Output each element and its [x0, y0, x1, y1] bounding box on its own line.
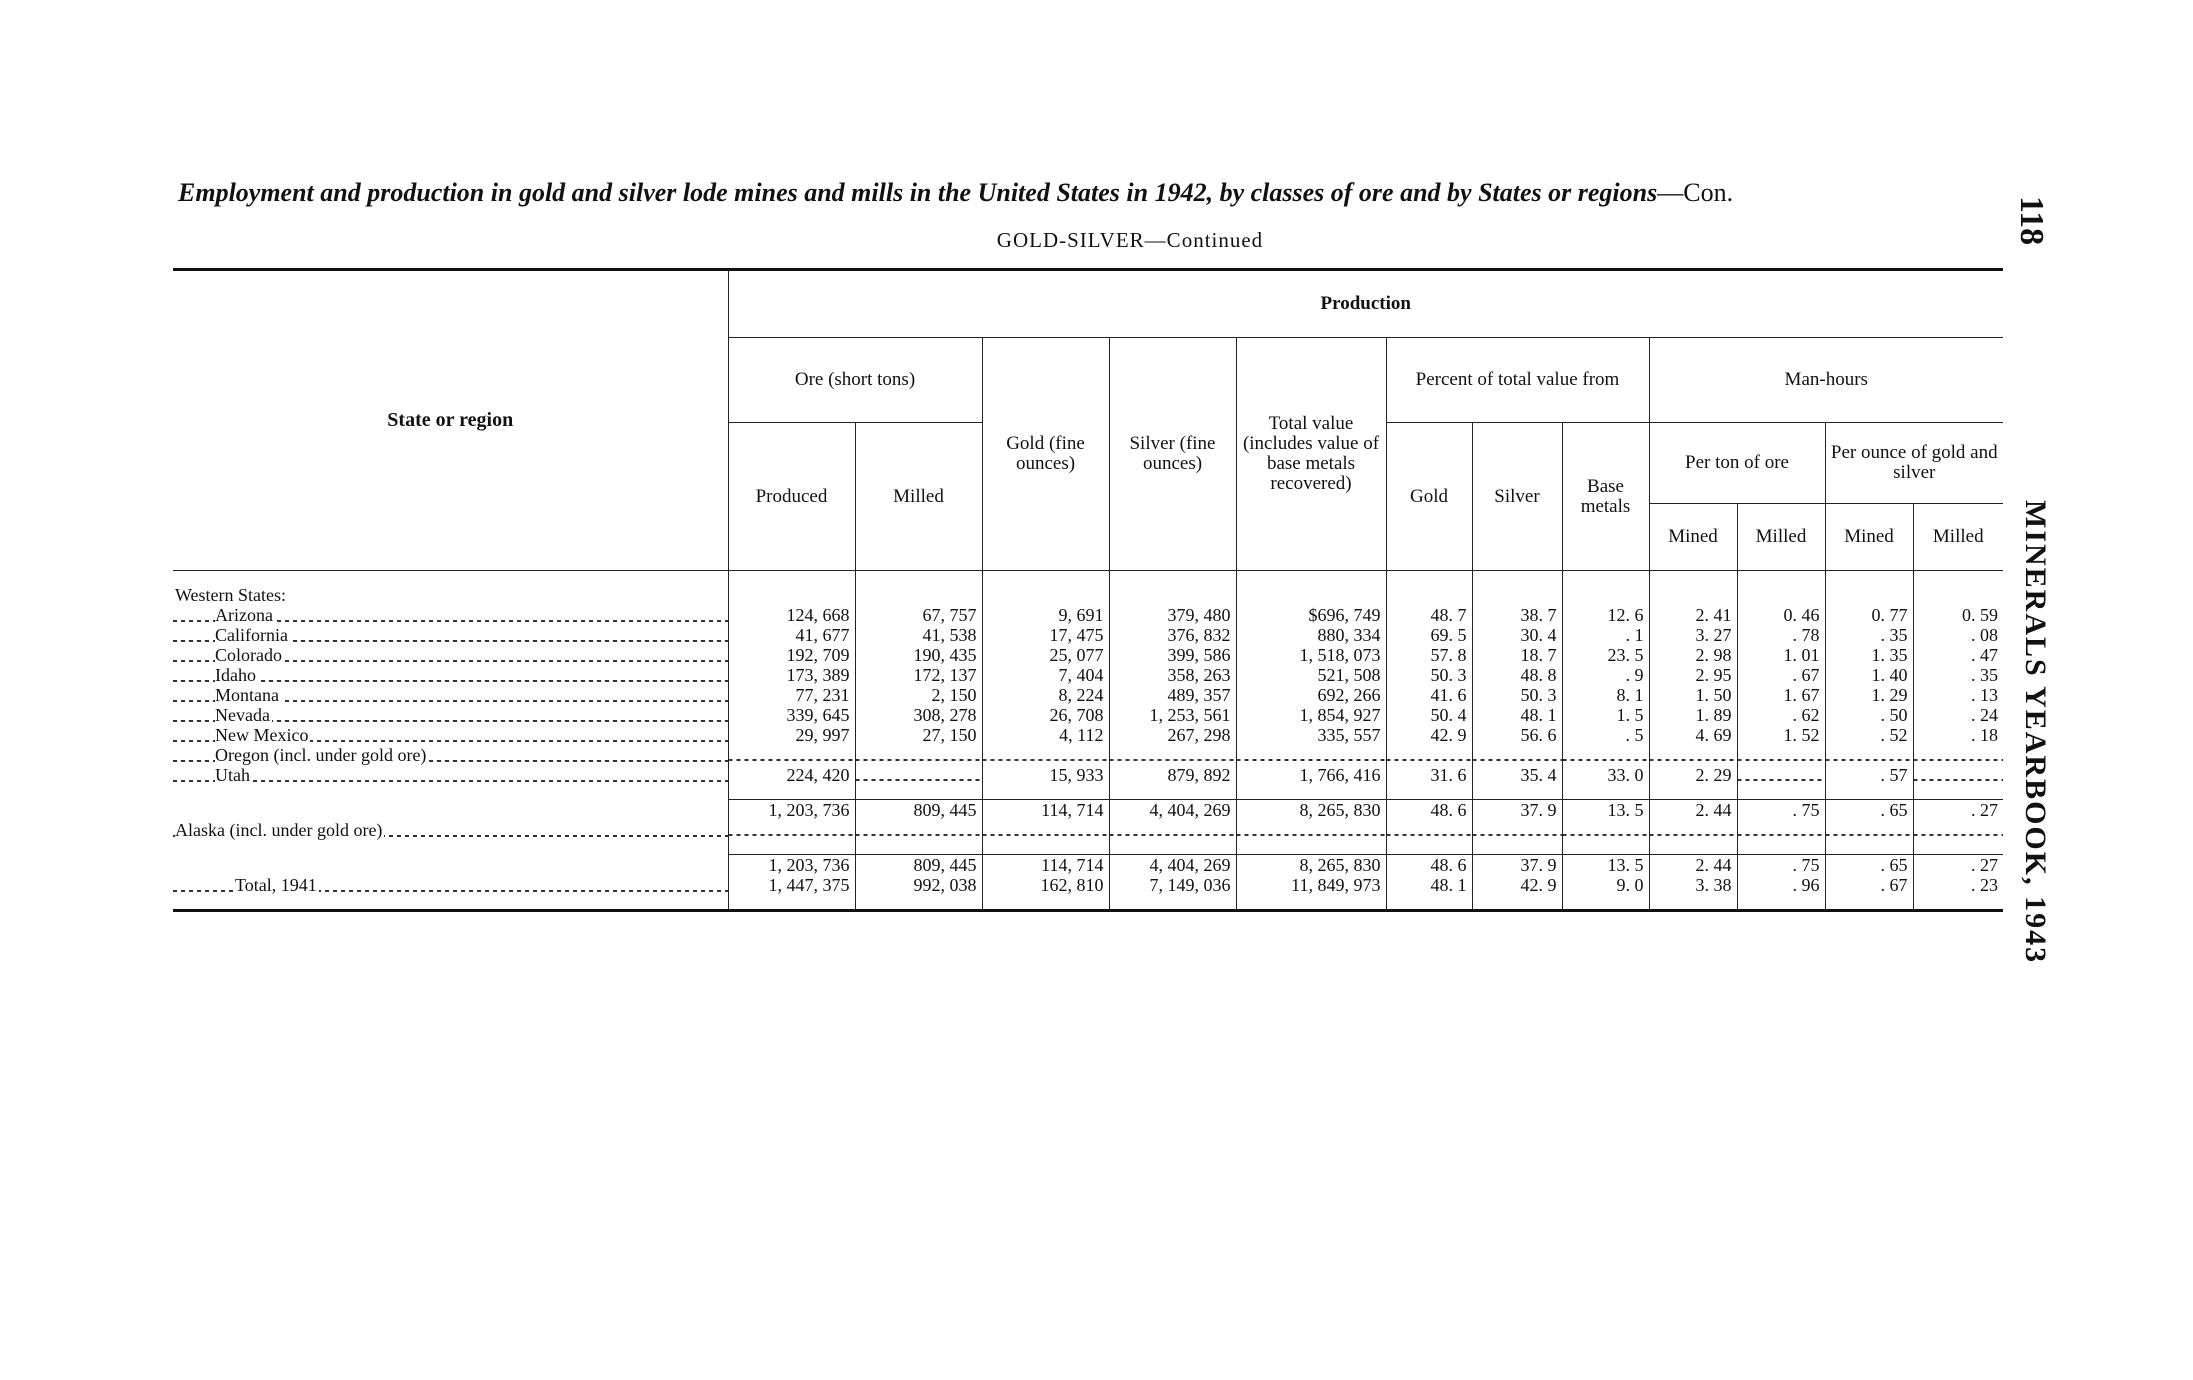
- cell-silver: [1109, 820, 1236, 840]
- cell-gold: 7, 404: [982, 665, 1109, 685]
- cell-ps: 56. 6: [1472, 725, 1562, 745]
- cell-value: 8, 265, 830: [1236, 800, 1386, 821]
- cell-gold: [982, 840, 1109, 855]
- cell-gold: 17, 475: [982, 625, 1109, 645]
- cell-pb: 13. 5: [1562, 800, 1649, 821]
- cell-pb: 12. 6: [1562, 605, 1649, 625]
- alaska-row: [173, 820, 2003, 840]
- cell-pg: 48. 6: [1386, 800, 1472, 821]
- cell-silver: 1, 253, 561: [1109, 705, 1236, 725]
- cell-gold: 162, 810: [982, 875, 1109, 895]
- per-ton-header: Per ton of ore: [1649, 423, 1825, 504]
- cell-pg: 57. 8: [1386, 645, 1472, 665]
- total-row: [173, 855, 2003, 876]
- cell-milled: 809, 445: [855, 855, 982, 876]
- table-row: [173, 685, 2003, 705]
- cell-oml: [1913, 785, 2003, 800]
- cell-oml: . 35: [1913, 665, 2003, 685]
- cell-value: 1, 854, 927: [1236, 705, 1386, 725]
- production-header: Production: [728, 270, 2003, 338]
- cell-produced: 41, 677: [728, 625, 855, 645]
- cell-tm: 1. 89: [1649, 705, 1737, 725]
- cell-value: 11, 849, 973: [1236, 875, 1386, 895]
- cell-om: [1825, 745, 1913, 765]
- pct-silver-header: Silver: [1472, 423, 1562, 571]
- cell-milled: 308, 278: [855, 705, 982, 725]
- cell-tm: 2. 44: [1649, 855, 1737, 876]
- milled-header: Milled: [855, 423, 982, 571]
- per-ounce-header: Per ounce of gold and silver: [1825, 423, 2003, 504]
- cell-pg: 48. 1: [1386, 875, 1472, 895]
- cell-pb: 9. 0: [1562, 875, 1649, 895]
- cell-silver: 379, 480: [1109, 605, 1236, 625]
- cell-gold: 114, 714: [982, 800, 1109, 821]
- table-subtitle: GOLD-SILVER—Continued: [996, 228, 1264, 252]
- cell-gold: 114, 714: [982, 855, 1109, 876]
- per-ton-milled-header: Milled: [1737, 504, 1825, 571]
- cell-oml: . 27: [1913, 800, 2003, 821]
- cell-pg: 50. 4: [1386, 705, 1472, 725]
- cell-tm: 2. 29: [1649, 765, 1737, 785]
- cell-tm: [1649, 895, 1737, 911]
- cell-oml: . 08: [1913, 625, 2003, 645]
- table-row: [173, 705, 2003, 725]
- cell-tml: [1737, 785, 1825, 800]
- cell-produced: 1, 203, 736: [728, 800, 855, 821]
- cell-tm: 2. 41: [1649, 605, 1737, 625]
- cell-silver: [1109, 895, 1236, 911]
- subtotal-row: [173, 800, 2003, 821]
- cell-om: 1. 40: [1825, 665, 1913, 685]
- cell-tm: 3. 27: [1649, 625, 1737, 645]
- table-body: [173, 571, 2003, 911]
- cell-tml: 1. 67: [1737, 685, 1825, 705]
- total-1941-row: [173, 875, 2003, 895]
- cell-oml: [1913, 745, 2003, 765]
- cell-pb: 13. 5: [1562, 855, 1649, 876]
- cell-pb: 8. 1: [1562, 685, 1649, 705]
- table-row: [173, 625, 2003, 645]
- cell-produced: 1, 203, 736: [728, 855, 855, 876]
- cell-silver: 7, 149, 036: [1109, 875, 1236, 895]
- cell-pg: 69. 5: [1386, 625, 1472, 645]
- cell-tml: . 62: [1737, 705, 1825, 725]
- title-text: Employment and production in gold and silver lode mines and mills in the United States in 1942, by classes of ore and by States or regions: [178, 178, 1658, 207]
- cell-ps: 37. 9: [1472, 800, 1562, 821]
- cell-gold: 25, 077: [982, 645, 1109, 665]
- state-cell: [173, 605, 728, 625]
- state-label: Nevada: [215, 705, 270, 725]
- cell-milled: [855, 745, 982, 765]
- cell-gold: 9, 691: [982, 605, 1109, 625]
- cell-tm: 1. 50: [1649, 685, 1737, 705]
- total-value-header: Total value (includes value of base metals recovered): [1236, 338, 1386, 571]
- cell-produced: 192, 709: [728, 645, 855, 665]
- state-cell: [173, 840, 728, 855]
- cell-ps: 42. 9: [1472, 875, 1562, 895]
- cell-tml: . 78: [1737, 625, 1825, 645]
- cell-value: 880, 334: [1236, 625, 1386, 645]
- table-row: [173, 605, 2003, 625]
- cell-oml: [1913, 840, 2003, 855]
- cell-value: 692, 266: [1236, 685, 1386, 705]
- cell-pb: [1562, 820, 1649, 840]
- cell-pb: 33. 0: [1562, 765, 1649, 785]
- cell-pb: [1562, 840, 1649, 855]
- state-cell: [173, 745, 728, 765]
- data-table-wrapper: [173, 268, 2003, 928]
- state-label: Alaska (incl. under gold ore): [175, 820, 383, 840]
- state-label: California: [215, 625, 288, 645]
- state-label: Utah: [215, 765, 250, 785]
- cell-gold: 8, 224: [982, 685, 1109, 705]
- cell-om: [1825, 895, 1913, 911]
- cell-produced: [728, 840, 855, 855]
- cell-value: [1236, 895, 1386, 911]
- cell-oml: [1913, 765, 2003, 785]
- table-row: [173, 725, 2003, 745]
- cell-milled: 27, 150: [855, 725, 982, 745]
- table-row: [173, 665, 2003, 685]
- cell-produced: [728, 820, 855, 840]
- cell-om: . 67: [1825, 875, 1913, 895]
- cell-pb: . 1: [1562, 625, 1649, 645]
- cell-milled: [855, 840, 982, 855]
- cell-pg: [1386, 785, 1472, 800]
- cell-tm: 3. 38: [1649, 875, 1737, 895]
- cell-oml: . 47: [1913, 645, 2003, 665]
- cell-silver: 4, 404, 269: [1109, 855, 1236, 876]
- table-row: [173, 645, 2003, 665]
- cell-oml: . 24: [1913, 705, 2003, 725]
- cell-ps: 48. 1: [1472, 705, 1562, 725]
- percent-header: Percent of total value from: [1386, 338, 1649, 423]
- cell-silver: 358, 263: [1109, 665, 1236, 685]
- state-cell: [173, 625, 728, 645]
- cell-tm: 2. 44: [1649, 800, 1737, 821]
- cell-tml: [1737, 840, 1825, 855]
- cell-oml: . 18: [1913, 725, 2003, 745]
- cell-om: . 65: [1825, 800, 1913, 821]
- pct-base-header: Base metals: [1562, 423, 1649, 571]
- cell-tm: 2. 98: [1649, 645, 1737, 665]
- cell-milled: 809, 445: [855, 800, 982, 821]
- cell-om: . 65: [1825, 855, 1913, 876]
- title-suffix: —Con.: [1657, 178, 1734, 207]
- cell-ps: 35. 4: [1472, 765, 1562, 785]
- state-label: Colorado: [215, 645, 282, 665]
- cell-milled: 41, 538: [855, 625, 982, 645]
- state-cell: [173, 665, 728, 685]
- cell-tm: 2. 95: [1649, 665, 1737, 685]
- cell-pg: [1386, 745, 1472, 765]
- cell-tml: . 75: [1737, 855, 1825, 876]
- cell-milled: 172, 137: [855, 665, 982, 685]
- cell-tm: 4. 69: [1649, 725, 1737, 745]
- cell-produced: 173, 389: [728, 665, 855, 685]
- state-label: Total, 1941: [235, 875, 317, 895]
- state-label: Arizona: [215, 605, 273, 625]
- production-table: [173, 268, 2003, 912]
- cell-tml: . 75: [1737, 800, 1825, 821]
- cell-produced: 1, 447, 375: [728, 875, 855, 895]
- cell-pg: 42. 9: [1386, 725, 1472, 745]
- state-column-header: State or region: [173, 270, 728, 571]
- cell-ps: [1472, 745, 1562, 765]
- state-cell: [173, 820, 728, 840]
- cell-oml: 0. 59: [1913, 605, 2003, 625]
- cell-pg: 31. 6: [1386, 765, 1472, 785]
- cell-tml: 1. 01: [1737, 645, 1825, 665]
- cell-tm: [1649, 820, 1737, 840]
- cell-pg: 41. 6: [1386, 685, 1472, 705]
- cell-pb: [1562, 745, 1649, 765]
- cell-ps: 50. 3: [1472, 685, 1562, 705]
- cell-silver: 376, 832: [1109, 625, 1236, 645]
- group-row: [173, 585, 2003, 605]
- cell-om: 0. 77: [1825, 605, 1913, 625]
- cell-silver: [1109, 840, 1236, 855]
- cell-ps: [1472, 785, 1562, 800]
- cell-milled: [855, 820, 982, 840]
- cell-tml: . 96: [1737, 875, 1825, 895]
- cell-om: . 52: [1825, 725, 1913, 745]
- state-cell: [173, 875, 728, 895]
- cell-value: $696, 749: [1236, 605, 1386, 625]
- state-cell: [173, 765, 728, 785]
- cell-milled: [855, 895, 982, 911]
- cell-produced: [728, 895, 855, 911]
- cell-ps: 30. 4: [1472, 625, 1562, 645]
- cell-oml: . 27: [1913, 855, 2003, 876]
- page-number: 118: [2013, 196, 2050, 246]
- cell-pb: 1. 5: [1562, 705, 1649, 725]
- cell-gold: 4, 112: [982, 725, 1109, 745]
- cell-om: [1825, 840, 1913, 855]
- cell-milled: 992, 038: [855, 875, 982, 895]
- state-cell: [173, 800, 728, 821]
- cell-ps: [1472, 820, 1562, 840]
- cell-pb: 23. 5: [1562, 645, 1649, 665]
- cell-value: [1236, 785, 1386, 800]
- cell-milled: 67, 757: [855, 605, 982, 625]
- state-cell: [173, 785, 728, 800]
- cell-ps: 18. 7: [1472, 645, 1562, 665]
- cell-oml: . 13: [1913, 685, 2003, 705]
- cell-gold: 26, 708: [982, 705, 1109, 725]
- cell-produced: 224, 420: [728, 765, 855, 785]
- cell-silver: [1109, 745, 1236, 765]
- state-cell: [173, 685, 728, 705]
- cell-pg: 48. 6: [1386, 855, 1472, 876]
- per-ounce-mined-header: Mined: [1825, 504, 1913, 571]
- spacer-row: [173, 785, 2003, 800]
- spacer-row: [173, 840, 2003, 855]
- cell-milled: 190, 435: [855, 645, 982, 665]
- cell-value: [1236, 745, 1386, 765]
- cell-tml: [1737, 745, 1825, 765]
- cell-silver: 4, 404, 269: [1109, 800, 1236, 821]
- gold-ounces-header: Gold (fine ounces): [982, 338, 1109, 571]
- pct-gold-header: Gold: [1386, 423, 1472, 571]
- group-label: Western States:: [175, 585, 287, 605]
- cell-value: 1, 518, 073: [1236, 645, 1386, 665]
- cell-value: [1236, 820, 1386, 840]
- state-cell: [173, 705, 728, 725]
- spacer-row: [173, 895, 2003, 911]
- cell-om: 1. 35: [1825, 645, 1913, 665]
- cell-tml: [1737, 820, 1825, 840]
- state-cell: [173, 725, 728, 745]
- state-label: New Mexico: [215, 725, 309, 745]
- state-cell: [173, 645, 728, 665]
- cell-milled: 2, 150: [855, 685, 982, 705]
- cell-pb: . 9: [1562, 665, 1649, 685]
- cell-oml: . 23: [1913, 875, 2003, 895]
- cell-produced: 29, 997: [728, 725, 855, 745]
- state-label: Oregon (incl. under gold ore): [215, 745, 427, 765]
- cell-gold: 15, 933: [982, 765, 1109, 785]
- state-cell: [173, 895, 728, 911]
- state-cell: [173, 855, 728, 876]
- cell-value: 1, 766, 416: [1236, 765, 1386, 785]
- cell-value: 521, 508: [1236, 665, 1386, 685]
- cell-pg: 50. 3: [1386, 665, 1472, 685]
- cell-gold: [982, 820, 1109, 840]
- cell-silver: [1109, 785, 1236, 800]
- cell-ps: [1472, 840, 1562, 855]
- cell-ps: 48. 8: [1472, 665, 1562, 685]
- cell-gold: [982, 785, 1109, 800]
- cell-produced: [728, 785, 855, 800]
- cell-pb: . 5: [1562, 725, 1649, 745]
- cell-produced: [728, 745, 855, 765]
- per-ton-mined-header: Mined: [1649, 504, 1737, 571]
- cell-tml: . 67: [1737, 665, 1825, 685]
- cell-pg: [1386, 895, 1472, 911]
- oregon-row: [173, 745, 2003, 765]
- cell-value: [1236, 840, 1386, 855]
- cell-tm: [1649, 840, 1737, 855]
- cell-pb: [1562, 785, 1649, 800]
- cell-silver: 879, 892: [1109, 765, 1236, 785]
- cell-oml: [1913, 820, 2003, 840]
- cell-silver: 489, 357: [1109, 685, 1236, 705]
- cell-om: . 35: [1825, 625, 1913, 645]
- cell-om: [1825, 820, 1913, 840]
- cell-silver: 267, 298: [1109, 725, 1236, 745]
- silver-ounces-header: Silver (fine ounces): [1109, 338, 1236, 571]
- produced-header: Produced: [728, 423, 855, 571]
- cell-value: 8, 265, 830: [1236, 855, 1386, 876]
- cell-ps: 37. 9: [1472, 855, 1562, 876]
- cell-silver: 399, 586: [1109, 645, 1236, 665]
- cell-tml: 0. 46: [1737, 605, 1825, 625]
- cell-oml: [1913, 895, 2003, 911]
- cell-gold: [982, 745, 1109, 765]
- cell-ps: [1472, 895, 1562, 911]
- cell-pb: [1562, 895, 1649, 911]
- cell-milled: [855, 765, 982, 785]
- table-title: [178, 178, 1998, 208]
- cell-tml: [1737, 895, 1825, 911]
- cell-produced: 77, 231: [728, 685, 855, 705]
- cell-value: 335, 557: [1236, 725, 1386, 745]
- cell-gold: [982, 895, 1109, 911]
- cell-om: . 57: [1825, 765, 1913, 785]
- utah-row: [173, 765, 2003, 785]
- cell-tml: [1737, 765, 1825, 785]
- ore-header: Ore (short tons): [728, 338, 982, 423]
- per-ounce-milled-header: Milled: [1913, 504, 2003, 571]
- running-head: MINERALS YEARBOOK, 1943: [2019, 500, 2052, 965]
- cell-om: . 50: [1825, 705, 1913, 725]
- state-label: Montana: [215, 685, 279, 705]
- cell-tm: [1649, 785, 1737, 800]
- cell-ps: 38. 7: [1472, 605, 1562, 625]
- cell-om: 1. 29: [1825, 685, 1913, 705]
- cell-tml: 1. 52: [1737, 725, 1825, 745]
- cell-pg: [1386, 820, 1472, 840]
- cell-produced: 124, 668: [728, 605, 855, 625]
- state-label: Idaho: [215, 665, 256, 685]
- cell-om: [1825, 785, 1913, 800]
- cell-milled: [855, 785, 982, 800]
- cell-produced: 339, 645: [728, 705, 855, 725]
- cell-tm: [1649, 745, 1737, 765]
- man-hours-header: Man-hours: [1649, 338, 2003, 423]
- cell-pg: [1386, 840, 1472, 855]
- cell-pg: 48. 7: [1386, 605, 1472, 625]
